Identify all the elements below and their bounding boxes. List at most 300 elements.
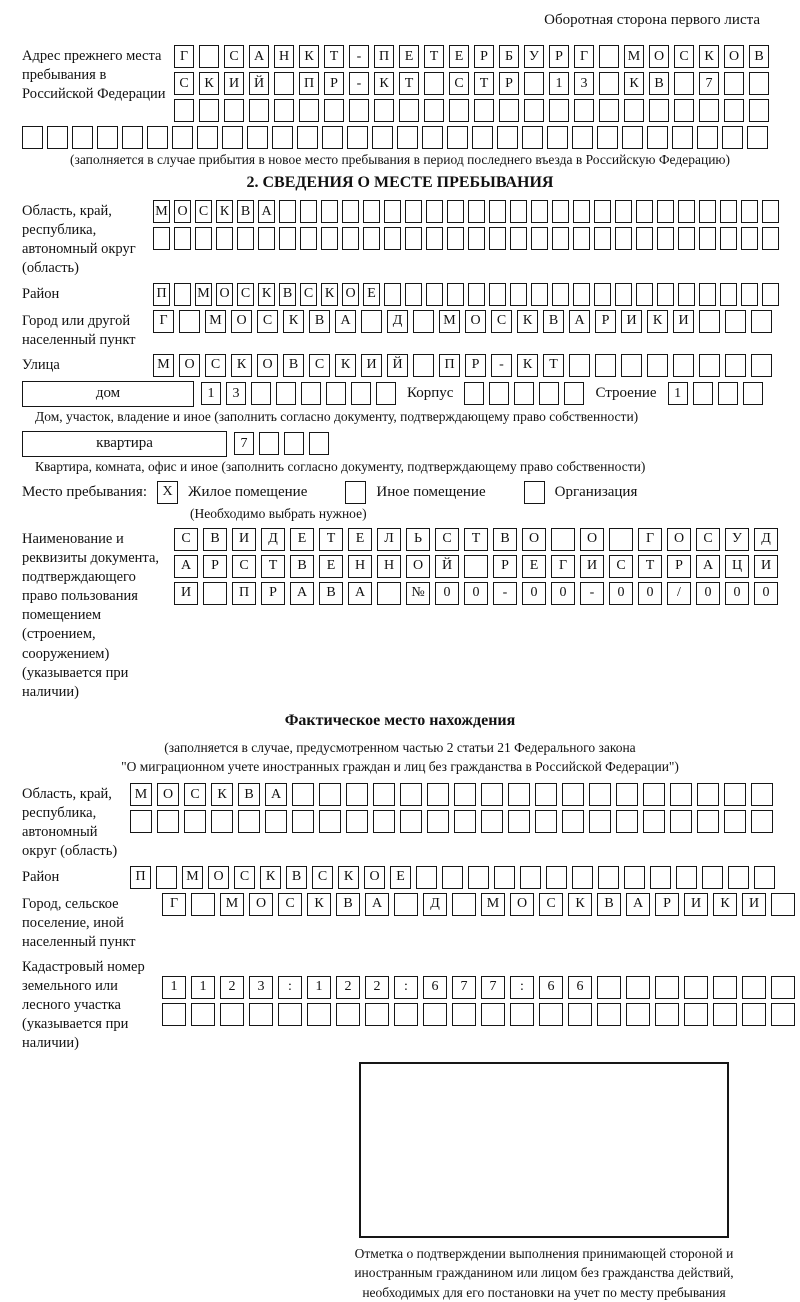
char-cell[interactable]	[472, 126, 493, 149]
char-cell[interactable]: М	[182, 866, 203, 889]
char-cell[interactable]	[363, 227, 380, 250]
char-cell[interactable]	[673, 354, 694, 377]
char-cell[interactable]	[725, 354, 746, 377]
char-cell[interactable]	[722, 126, 743, 149]
char-cell[interactable]	[274, 99, 294, 122]
char-cell[interactable]	[552, 200, 569, 223]
char-cell[interactable]	[237, 227, 254, 250]
char-cell[interactable]: :	[394, 976, 418, 999]
char-cell[interactable]: Ц	[725, 555, 749, 578]
char-cell[interactable]	[384, 200, 401, 223]
char-cell[interactable]: Й	[249, 72, 269, 95]
char-cell[interactable]	[684, 1003, 708, 1026]
char-cell[interactable]	[321, 200, 338, 223]
char-cell[interactable]	[741, 283, 758, 306]
char-cell[interactable]	[489, 382, 509, 405]
char-cell[interactable]: 3	[226, 382, 246, 405]
char-cell[interactable]: С	[435, 528, 459, 551]
char-cell[interactable]	[510, 1003, 534, 1026]
char-cell[interactable]	[22, 126, 43, 149]
char-cell[interactable]: О	[216, 283, 233, 306]
char-cell[interactable]: Р	[465, 354, 486, 377]
char-cell[interactable]	[589, 783, 611, 806]
char-cell[interactable]: К	[568, 893, 592, 916]
char-cell[interactable]: У	[524, 45, 544, 68]
char-cell[interactable]	[376, 382, 396, 405]
char-cell[interactable]: И	[361, 354, 382, 377]
char-cell[interactable]	[594, 200, 611, 223]
char-cell[interactable]: И	[684, 893, 708, 916]
char-cell[interactable]	[531, 227, 548, 250]
char-cell[interactable]	[222, 126, 243, 149]
char-cell[interactable]	[724, 99, 744, 122]
char-cell[interactable]	[147, 126, 168, 149]
char-cell[interactable]: Р	[474, 45, 494, 68]
char-cell[interactable]: 0	[696, 582, 720, 605]
char-cell[interactable]	[741, 200, 758, 223]
char-cell[interactable]	[427, 810, 449, 833]
char-cell[interactable]	[626, 976, 650, 999]
char-cell[interactable]	[699, 99, 719, 122]
char-cell[interactable]: М	[205, 310, 226, 333]
char-cell[interactable]: С	[174, 528, 198, 551]
char-cell[interactable]	[749, 99, 769, 122]
char-cell[interactable]: П	[232, 582, 256, 605]
char-cell[interactable]: В	[238, 783, 260, 806]
char-cell[interactable]: Р	[499, 72, 519, 95]
char-cell[interactable]: К	[647, 310, 668, 333]
char-cell[interactable]	[594, 283, 611, 306]
char-cell[interactable]	[762, 200, 779, 223]
char-cell[interactable]	[595, 354, 616, 377]
char-cell[interactable]: Г	[551, 555, 575, 578]
char-cell[interactable]	[649, 99, 669, 122]
char-cell[interactable]	[771, 976, 795, 999]
char-cell[interactable]	[346, 810, 368, 833]
char-cell[interactable]: А	[365, 893, 389, 916]
char-cell[interactable]: Й	[435, 555, 459, 578]
char-cell[interactable]: Е	[399, 45, 419, 68]
char-cell[interactable]: И	[224, 72, 244, 95]
char-cell[interactable]	[510, 227, 527, 250]
char-cell[interactable]	[174, 283, 191, 306]
char-cell[interactable]	[423, 1003, 447, 1026]
char-cell[interactable]: К	[338, 866, 359, 889]
char-cell[interactable]	[636, 283, 653, 306]
checkbox-residential[interactable]: X	[157, 481, 178, 504]
char-cell[interactable]	[494, 866, 515, 889]
char-cell[interactable]: Т	[464, 528, 488, 551]
char-cell[interactable]: Е	[348, 528, 372, 551]
char-cell[interactable]	[422, 126, 443, 149]
char-cell[interactable]	[424, 72, 444, 95]
char-cell[interactable]	[693, 382, 713, 405]
char-cell[interactable]	[468, 283, 485, 306]
char-cell[interactable]	[643, 783, 665, 806]
char-cell[interactable]: 1	[162, 976, 186, 999]
char-cell[interactable]: №	[406, 582, 430, 605]
char-cell[interactable]: М	[439, 310, 460, 333]
char-cell[interactable]	[743, 382, 763, 405]
char-cell[interactable]	[672, 126, 693, 149]
char-cell[interactable]	[636, 200, 653, 223]
char-cell[interactable]: С	[300, 283, 317, 306]
char-cell[interactable]	[199, 99, 219, 122]
char-cell[interactable]: 0	[435, 582, 459, 605]
char-cell[interactable]	[468, 200, 485, 223]
char-cell[interactable]: М	[195, 283, 212, 306]
char-cell[interactable]	[535, 810, 557, 833]
char-cell[interactable]: Т	[261, 555, 285, 578]
char-cell[interactable]: Н	[348, 555, 372, 578]
char-cell[interactable]: 7	[699, 72, 719, 95]
char-cell[interactable]	[508, 810, 530, 833]
char-cell[interactable]	[384, 227, 401, 250]
char-cell[interactable]: -	[580, 582, 604, 605]
char-cell[interactable]	[657, 227, 674, 250]
char-cell[interactable]: О	[364, 866, 385, 889]
char-cell[interactable]: Р	[595, 310, 616, 333]
char-cell[interactable]	[573, 283, 590, 306]
char-cell[interactable]	[307, 1003, 331, 1026]
char-cell[interactable]: П	[374, 45, 394, 68]
char-cell[interactable]: О	[522, 528, 546, 551]
char-cell[interactable]: С	[491, 310, 512, 333]
char-cell[interactable]	[481, 810, 503, 833]
char-cell[interactable]: В	[290, 555, 314, 578]
char-cell[interactable]: А	[696, 555, 720, 578]
char-cell[interactable]	[130, 810, 152, 833]
char-cell[interactable]	[572, 866, 593, 889]
char-cell[interactable]	[156, 866, 177, 889]
char-cell[interactable]	[670, 783, 692, 806]
char-cell[interactable]	[762, 227, 779, 250]
char-cell[interactable]	[720, 200, 737, 223]
char-cell[interactable]: К	[231, 354, 252, 377]
char-cell[interactable]: 1	[307, 976, 331, 999]
char-cell[interactable]	[413, 354, 434, 377]
char-cell[interactable]: Е	[319, 555, 343, 578]
char-cell[interactable]: В	[283, 354, 304, 377]
char-cell[interactable]	[499, 99, 519, 122]
char-cell[interactable]	[678, 283, 695, 306]
char-cell[interactable]	[191, 893, 215, 916]
char-cell[interactable]: /	[667, 582, 691, 605]
char-cell[interactable]	[405, 283, 422, 306]
char-cell[interactable]: С	[696, 528, 720, 551]
char-cell[interactable]: И	[174, 582, 198, 605]
char-cell[interactable]	[674, 99, 694, 122]
char-cell[interactable]	[594, 227, 611, 250]
char-cell[interactable]: М	[481, 893, 505, 916]
char-cell[interactable]: Р	[324, 72, 344, 95]
char-cell[interactable]: А	[258, 200, 275, 223]
char-cell[interactable]: О	[724, 45, 744, 68]
char-cell[interactable]: О	[174, 200, 191, 223]
char-cell[interactable]: 0	[725, 582, 749, 605]
char-cell[interactable]	[322, 126, 343, 149]
char-cell[interactable]	[300, 200, 317, 223]
char-cell[interactable]: И	[742, 893, 766, 916]
char-cell[interactable]: И	[232, 528, 256, 551]
char-cell[interactable]	[762, 283, 779, 306]
char-cell[interactable]: К	[624, 72, 644, 95]
char-cell[interactable]	[724, 810, 746, 833]
char-cell[interactable]	[292, 810, 314, 833]
char-cell[interactable]: С	[205, 354, 226, 377]
char-cell[interactable]: Р	[203, 555, 227, 578]
char-cell[interactable]: Р	[261, 582, 285, 605]
char-cell[interactable]	[347, 126, 368, 149]
char-cell[interactable]	[489, 200, 506, 223]
checkbox-organization[interactable]	[524, 481, 545, 504]
char-cell[interactable]	[249, 1003, 273, 1026]
char-cell[interactable]: Ь	[406, 528, 430, 551]
char-cell[interactable]	[272, 126, 293, 149]
char-cell[interactable]	[546, 866, 567, 889]
char-cell[interactable]	[464, 382, 484, 405]
char-cell[interactable]: О	[249, 893, 273, 916]
char-cell[interactable]	[265, 810, 287, 833]
char-cell[interactable]	[699, 200, 716, 223]
char-cell[interactable]	[742, 1003, 766, 1026]
char-cell[interactable]	[363, 200, 380, 223]
char-cell[interactable]	[751, 310, 772, 333]
char-cell[interactable]: О	[465, 310, 486, 333]
char-cell[interactable]	[725, 310, 746, 333]
char-cell[interactable]: У	[725, 528, 749, 551]
char-cell[interactable]: Й	[387, 354, 408, 377]
char-cell[interactable]	[447, 227, 464, 250]
char-cell[interactable]: 0	[609, 582, 633, 605]
char-cell[interactable]: 2	[365, 976, 389, 999]
char-cell[interactable]	[552, 227, 569, 250]
char-cell[interactable]	[622, 126, 643, 149]
char-cell[interactable]: 1	[668, 382, 688, 405]
char-cell[interactable]	[481, 783, 503, 806]
char-cell[interactable]	[552, 283, 569, 306]
char-cell[interactable]: С	[237, 283, 254, 306]
char-cell[interactable]: 6	[423, 976, 447, 999]
char-cell[interactable]: Д	[423, 893, 447, 916]
char-cell[interactable]: И	[754, 555, 778, 578]
char-cell[interactable]: Н	[377, 555, 401, 578]
char-cell[interactable]	[394, 1003, 418, 1026]
char-cell[interactable]	[174, 227, 191, 250]
char-cell[interactable]: В	[749, 45, 769, 68]
char-cell[interactable]: 1	[201, 382, 221, 405]
char-cell[interactable]	[377, 582, 401, 605]
char-cell[interactable]	[172, 126, 193, 149]
char-cell[interactable]	[589, 810, 611, 833]
char-cell[interactable]	[713, 1003, 737, 1026]
char-cell[interactable]	[301, 382, 321, 405]
char-cell[interactable]: К	[211, 783, 233, 806]
char-cell[interactable]	[211, 810, 233, 833]
char-cell[interactable]	[452, 1003, 476, 1026]
char-cell[interactable]: -	[349, 45, 369, 68]
char-cell[interactable]	[713, 976, 737, 999]
char-cell[interactable]	[539, 382, 559, 405]
char-cell[interactable]: М	[220, 893, 244, 916]
char-cell[interactable]	[349, 99, 369, 122]
char-cell[interactable]: 3	[574, 72, 594, 95]
char-cell[interactable]	[224, 99, 244, 122]
char-cell[interactable]	[531, 200, 548, 223]
char-cell[interactable]	[697, 810, 719, 833]
char-cell[interactable]	[324, 99, 344, 122]
char-cell[interactable]: А	[335, 310, 356, 333]
char-cell[interactable]: С	[195, 200, 212, 223]
char-cell[interactable]	[751, 783, 773, 806]
char-cell[interactable]	[424, 99, 444, 122]
char-cell[interactable]	[279, 200, 296, 223]
char-cell[interactable]: 6	[539, 976, 563, 999]
char-cell[interactable]: М	[153, 200, 170, 223]
char-cell[interactable]: П	[439, 354, 460, 377]
char-cell[interactable]	[47, 126, 68, 149]
char-cell[interactable]	[597, 976, 621, 999]
char-cell[interactable]	[624, 866, 645, 889]
char-cell[interactable]: П	[299, 72, 319, 95]
char-cell[interactable]	[284, 432, 304, 455]
char-cell[interactable]	[184, 810, 206, 833]
char-cell[interactable]: В	[597, 893, 621, 916]
char-cell[interactable]	[551, 528, 575, 551]
char-cell[interactable]: О	[667, 528, 691, 551]
char-cell[interactable]: -	[491, 354, 512, 377]
char-cell[interactable]: К	[699, 45, 719, 68]
char-cell[interactable]	[647, 126, 668, 149]
char-cell[interactable]	[278, 1003, 302, 1026]
char-cell[interactable]: К	[283, 310, 304, 333]
char-cell[interactable]: А	[265, 783, 287, 806]
char-cell[interactable]	[452, 893, 476, 916]
char-cell[interactable]	[549, 99, 569, 122]
char-cell[interactable]: П	[153, 283, 170, 306]
char-cell[interactable]: Т	[638, 555, 662, 578]
char-cell[interactable]	[274, 72, 294, 95]
char-cell[interactable]	[524, 72, 544, 95]
char-cell[interactable]	[751, 810, 773, 833]
char-cell[interactable]: С	[184, 783, 206, 806]
char-cell[interactable]	[297, 126, 318, 149]
char-cell[interactable]: К	[374, 72, 394, 95]
char-cell[interactable]: В	[336, 893, 360, 916]
char-cell[interactable]	[655, 1003, 679, 1026]
char-cell[interactable]	[702, 866, 723, 889]
char-cell[interactable]: А	[569, 310, 590, 333]
char-cell[interactable]	[615, 200, 632, 223]
char-cell[interactable]	[699, 354, 720, 377]
char-cell[interactable]: Т	[543, 354, 564, 377]
char-cell[interactable]	[522, 126, 543, 149]
char-cell[interactable]	[547, 126, 568, 149]
char-cell[interactable]	[510, 283, 527, 306]
char-cell[interactable]	[520, 866, 541, 889]
char-cell[interactable]: Е	[390, 866, 411, 889]
char-cell[interactable]	[405, 200, 422, 223]
char-cell[interactable]	[724, 72, 744, 95]
char-cell[interactable]	[650, 866, 671, 889]
char-cell[interactable]	[720, 283, 737, 306]
char-cell[interactable]: 7	[452, 976, 476, 999]
char-cell[interactable]	[426, 227, 443, 250]
char-cell[interactable]	[384, 283, 401, 306]
char-cell[interactable]	[405, 227, 422, 250]
char-cell[interactable]: В	[279, 283, 296, 306]
char-cell[interactable]	[699, 227, 716, 250]
char-cell[interactable]: И	[621, 310, 642, 333]
char-cell[interactable]	[179, 310, 200, 333]
char-cell[interactable]	[373, 810, 395, 833]
char-cell[interactable]: Е	[290, 528, 314, 551]
char-cell[interactable]	[510, 200, 527, 223]
char-cell[interactable]	[497, 126, 518, 149]
char-cell[interactable]: 3	[249, 976, 273, 999]
char-cell[interactable]	[361, 310, 382, 333]
char-cell[interactable]	[678, 200, 695, 223]
char-cell[interactable]: М	[153, 354, 174, 377]
char-cell[interactable]: 0	[522, 582, 546, 605]
char-cell[interactable]	[624, 99, 644, 122]
char-cell[interactable]: 7	[481, 976, 505, 999]
char-cell[interactable]	[319, 783, 341, 806]
char-cell[interactable]: О	[406, 555, 430, 578]
char-cell[interactable]: К	[335, 354, 356, 377]
char-cell[interactable]	[292, 783, 314, 806]
char-cell[interactable]	[336, 1003, 360, 1026]
char-cell[interactable]	[771, 893, 795, 916]
char-cell[interactable]: 2	[220, 976, 244, 999]
char-cell[interactable]: Е	[449, 45, 469, 68]
char-cell[interactable]: В	[493, 528, 517, 551]
char-cell[interactable]	[342, 200, 359, 223]
char-cell[interactable]	[394, 893, 418, 916]
char-cell[interactable]	[249, 99, 269, 122]
char-cell[interactable]	[574, 99, 594, 122]
char-cell[interactable]	[751, 354, 772, 377]
char-cell[interactable]: О	[208, 866, 229, 889]
char-cell[interactable]	[626, 1003, 650, 1026]
char-cell[interactable]	[728, 866, 749, 889]
char-cell[interactable]	[742, 976, 766, 999]
char-cell[interactable]	[319, 810, 341, 833]
char-cell[interactable]: С	[449, 72, 469, 95]
char-cell[interactable]	[562, 810, 584, 833]
char-cell[interactable]: А	[626, 893, 650, 916]
char-cell[interactable]	[749, 72, 769, 95]
char-cell[interactable]	[220, 1003, 244, 1026]
char-cell[interactable]: А	[174, 555, 198, 578]
char-cell[interactable]: Г	[574, 45, 594, 68]
char-cell[interactable]: 1	[191, 976, 215, 999]
char-cell[interactable]	[447, 283, 464, 306]
char-cell[interactable]	[427, 783, 449, 806]
char-cell[interactable]	[676, 866, 697, 889]
char-cell[interactable]	[97, 126, 118, 149]
char-cell[interactable]: Л	[377, 528, 401, 551]
char-cell[interactable]	[481, 1003, 505, 1026]
char-cell[interactable]	[216, 227, 233, 250]
char-cell[interactable]	[643, 810, 665, 833]
char-cell[interactable]	[562, 783, 584, 806]
char-cell[interactable]: А	[348, 582, 372, 605]
char-cell[interactable]: 0	[754, 582, 778, 605]
char-cell[interactable]: -	[493, 582, 517, 605]
char-cell[interactable]	[199, 45, 219, 68]
char-cell[interactable]	[251, 382, 271, 405]
